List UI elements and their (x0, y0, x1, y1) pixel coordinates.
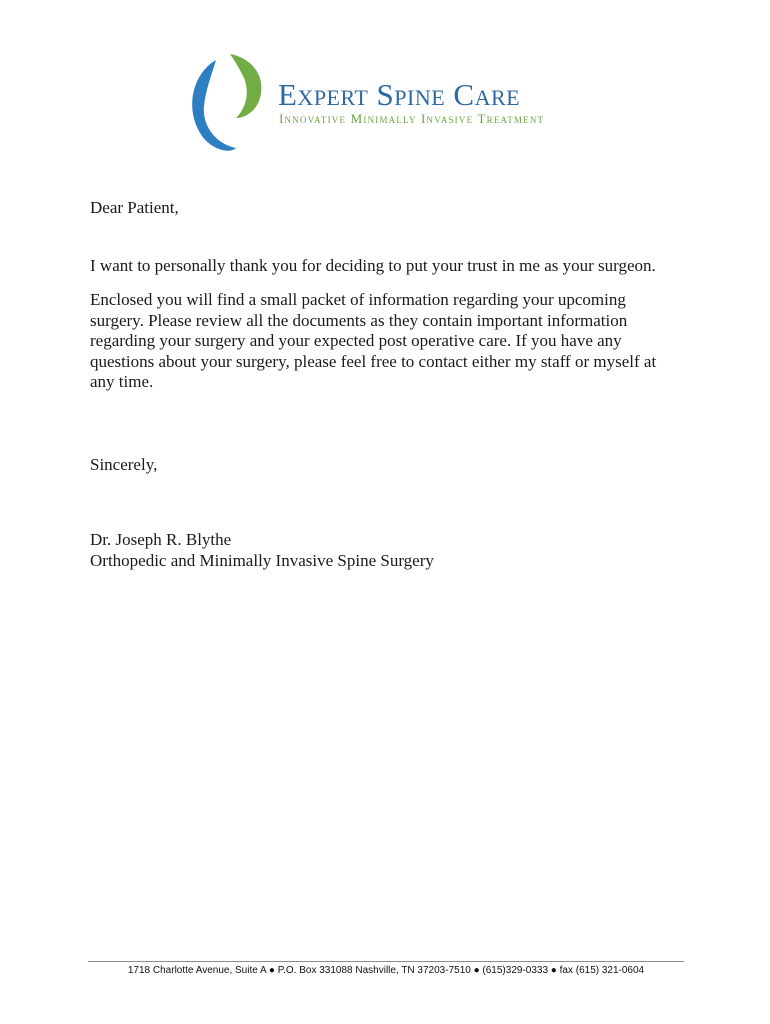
logo-tagline: Innovative Minimally Invasive Treatment (279, 111, 545, 126)
footer-address: 1718 Charlotte Avenue, Suite A ● P.O. Box 331088 Nashville, TN 37203-7510 ● (615)329-0333 ● fax (615) 321-0604 (127, 965, 645, 976)
thank-you-paragraph: I want to personally thank you for deciding to put your trust in me as your surgeon. (90, 255, 656, 275)
information-paragraph: Enclosed you will find a small packet of information regarding your upcoming surgery. Please review all the documents as they contain important information regarding your surgery and your expected post operative care. If you have any questions about your surgery, please feel free to contact either my staff or myself at any time. (90, 290, 657, 391)
closing: Sincerely, (90, 454, 158, 474)
signature-title: Orthopedic and Minimally Invasive Spine Surgery (90, 550, 434, 570)
expert-spine-care-logo (186, 52, 566, 156)
signature-name: Dr. Joseph R. Blythe (90, 530, 232, 549)
logo-title: Expert Spine Care (278, 77, 521, 112)
salutation: Dear Patient, (90, 198, 179, 217)
spine-logo-icon (186, 52, 264, 154)
letter-body (90, 198, 680, 571)
footer-divider (88, 961, 684, 962)
